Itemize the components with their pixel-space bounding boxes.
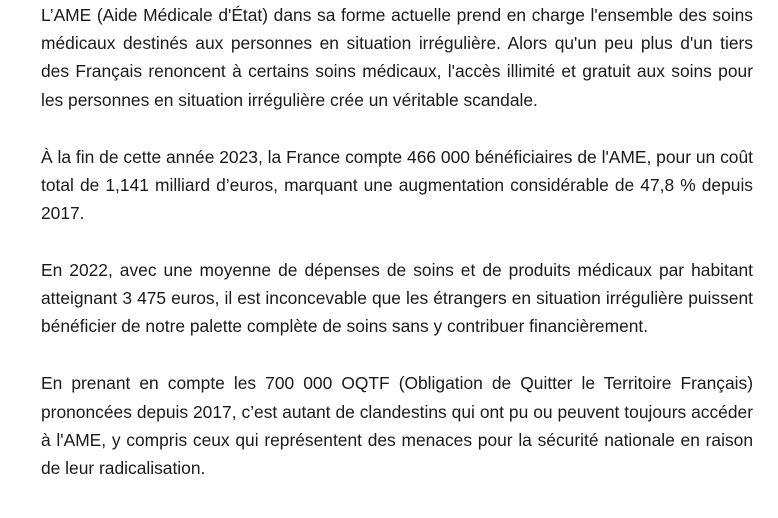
paragraph-spending-2022: En 2022, avec une moyenne de dépenses de soins et de produits médicaux par habitant atteignant 3 475 euros, il est inconcevable que les étrangers en situation irrégulière puissent bénéficier de notre palette complète de soins sans y contribuer financièrement. [41, 260, 753, 337]
paragraph-beneficiaries-2023: À la fin de cette année 2023, la France compte 466 000 bénéficiaires de l'AME, pour un coût total de 1,141 milliard d’euros, marquant une augmentation considérable de 47,8 % depuis 2017. [41, 146, 753, 224]
paragraph-oqtf: En prenant en compte les 700 000 OQTF (Obligation de Quitter le Territoire Français) prononcées depuis 2017, c’est autant de clandestins qui ont pu ou peuvent toujours accéder à l'AME, y compris ceux qui représentent des menaces pour la sécurité nationale en raison de leur radicalisation. [41, 373, 753, 479]
article-body [41, 1, 753, 511]
paragraph-ame-intro: L’AME (Aide Médicale d'État) dans sa forme actuelle prend en charge l'ensemble des soins médicaux destinés aux personnes en situation irrégulière. Alors qu'un peu plus d'un tiers des Français renoncent à certains soins médicaux, l'accès illimité et gratuit aux soins pour les personnes en situation irrégulière crée un véritable scandale. [41, 5, 753, 110]
